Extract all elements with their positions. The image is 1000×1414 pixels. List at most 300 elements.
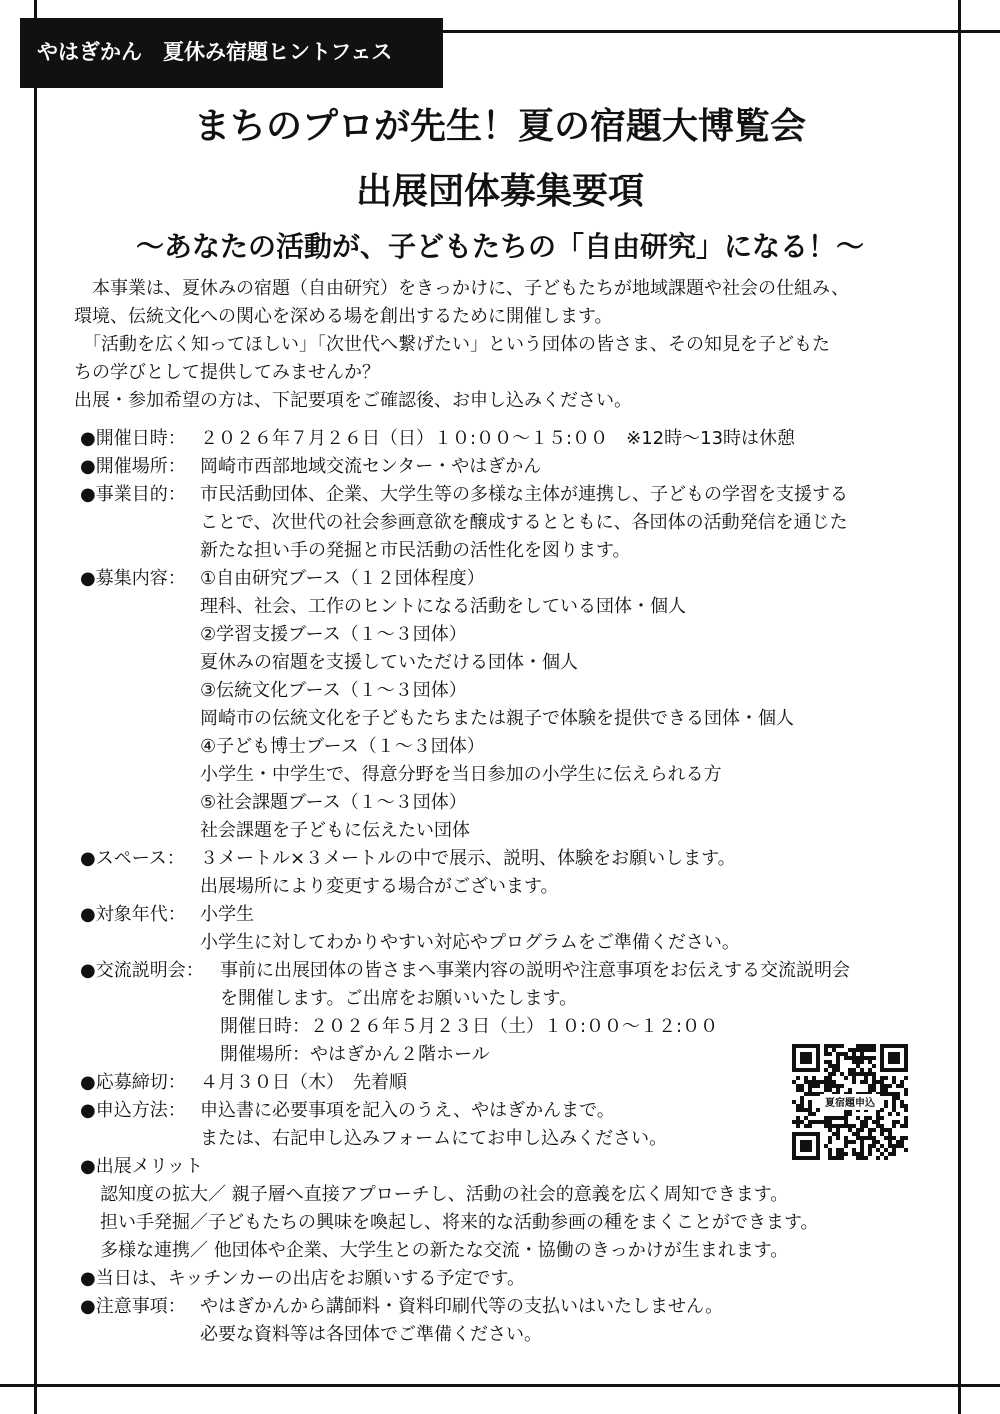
qr-module — [888, 1140, 892, 1144]
recruit-line: ④子ども博士ブース（１～３団体） — [200, 736, 485, 757]
qr-module — [888, 1112, 892, 1116]
qr-module — [852, 1076, 856, 1080]
qr-module — [812, 1076, 816, 1080]
qr-module — [860, 1136, 864, 1140]
qr-module — [832, 1044, 836, 1048]
qr-module — [888, 1144, 892, 1148]
qr-module — [904, 1092, 908, 1096]
qr-module — [884, 1088, 888, 1092]
qr-module — [808, 1100, 812, 1104]
qr-module — [868, 1068, 872, 1072]
qr-module — [800, 1084, 804, 1088]
qr-module — [852, 1132, 856, 1136]
qr-module — [824, 1144, 828, 1148]
qr-module — [884, 1104, 888, 1108]
qr-module — [884, 1092, 888, 1096]
qr-module — [856, 1152, 860, 1156]
qr-module — [872, 1088, 876, 1092]
qr-module — [832, 1080, 836, 1084]
qr-module — [852, 1140, 856, 1144]
qr-module — [848, 1056, 852, 1060]
qr-module — [892, 1108, 896, 1112]
qr-module — [904, 1076, 908, 1080]
qr-module — [844, 1076, 848, 1080]
qr-module — [824, 1120, 828, 1124]
qr-module — [840, 1116, 844, 1120]
qr-module — [832, 1064, 836, 1068]
purpose-line: 市民活動団体、企業、大学生等の多様な主体が連携し、子どもの学習を支援する — [200, 484, 848, 505]
qr-module — [896, 1096, 900, 1100]
qr-module — [880, 1116, 884, 1120]
qr-module — [824, 1088, 828, 1092]
qr-module — [852, 1056, 856, 1060]
qr-module — [828, 1060, 832, 1064]
qr-module — [888, 1084, 892, 1088]
recruit-line: ⑤社会課題ブース（１～３団体） — [200, 792, 467, 813]
qr-module — [796, 1084, 800, 1088]
qr-module — [872, 1084, 876, 1088]
qr-module — [904, 1124, 908, 1128]
qr-module — [836, 1084, 840, 1088]
qr-finder — [888, 1052, 900, 1064]
qr-module — [904, 1136, 908, 1140]
deadline-value: ４月３０日（木） 先着順 — [200, 1072, 407, 1093]
qr-module — [856, 1048, 860, 1052]
qr-module — [792, 1100, 796, 1104]
qr-module — [872, 1080, 876, 1084]
notes-label: ●注意事項： — [80, 1296, 186, 1317]
qr-module — [824, 1048, 828, 1052]
qr-module — [900, 1100, 904, 1104]
qr-module — [880, 1128, 884, 1132]
kitchen-note: ●当日は、キッチンカーの出店をお願いする予定です。 — [80, 1268, 526, 1289]
qr-module — [812, 1112, 816, 1116]
qr-module — [884, 1128, 888, 1132]
target-line: 小学生 — [200, 904, 254, 925]
qr-module — [864, 1116, 868, 1120]
qr-module — [796, 1124, 800, 1128]
qr-module — [828, 1152, 832, 1156]
date-value: ２０２６年７月２６日（日）１０:００～１５:００ ※12時～13時は休憩 — [200, 428, 796, 449]
qr-module — [840, 1124, 844, 1128]
qr-module — [868, 1060, 872, 1064]
qr-module — [892, 1096, 896, 1100]
qr-module — [840, 1052, 844, 1056]
notes-line: やはぎかんから講師料・資料印刷代等の支払いはいたしません。 — [200, 1296, 724, 1317]
frame-bottom-line — [0, 1384, 1000, 1387]
qr-module — [792, 1080, 796, 1084]
qr-module — [852, 1148, 856, 1152]
briefing-line: を開催します。ご出席をお願いいたします。 — [220, 988, 578, 1009]
recruit-line: ①自由研究ブース（１２団体程度） — [200, 568, 485, 589]
target-label: ●対象年代： — [80, 904, 186, 925]
qr-module — [812, 1080, 816, 1084]
qr-finder — [800, 1140, 812, 1152]
qr-module — [832, 1116, 836, 1120]
qr-module — [832, 1156, 836, 1160]
briefing-line: 開催日時：２０２６年５月２３日（土）１０:００～１２:００ — [220, 1016, 719, 1037]
qr-module — [792, 1120, 796, 1124]
qr-module — [856, 1056, 860, 1060]
qr-module — [860, 1120, 864, 1124]
qr-module — [876, 1120, 880, 1124]
qr-module — [840, 1072, 844, 1076]
qr-module — [808, 1120, 812, 1124]
qr-module — [876, 1116, 880, 1120]
qr-module — [868, 1132, 872, 1136]
qr-module — [900, 1136, 904, 1140]
qr-module — [800, 1096, 804, 1100]
qr-module — [896, 1112, 900, 1116]
qr-module — [836, 1116, 840, 1120]
qr-module — [836, 1124, 840, 1128]
qr-module — [824, 1060, 828, 1064]
qr-module — [828, 1156, 832, 1160]
qr-module — [900, 1084, 904, 1088]
qr-module — [860, 1140, 864, 1144]
qr-module — [844, 1116, 848, 1120]
qr-module — [832, 1084, 836, 1088]
qr-module — [796, 1116, 800, 1120]
qr-module — [832, 1124, 836, 1128]
qr-module — [836, 1068, 840, 1072]
qr-module — [840, 1152, 844, 1156]
qr-module — [800, 1100, 804, 1104]
qr-module — [876, 1080, 880, 1084]
qr-module — [872, 1064, 876, 1068]
qr-module — [884, 1156, 888, 1160]
qr-module — [860, 1044, 864, 1048]
event-tag: やはぎかん 夏休み宿題ヒントフェス — [20, 18, 443, 88]
qr-module — [828, 1080, 832, 1084]
qr-module — [880, 1076, 884, 1080]
qr-module — [836, 1060, 840, 1064]
qr-finder — [800, 1052, 812, 1064]
qr-module — [880, 1108, 884, 1112]
qr-module — [824, 1116, 828, 1120]
qr-module — [868, 1144, 872, 1148]
qr-module — [868, 1048, 872, 1052]
qr-module — [864, 1048, 868, 1052]
qr-code-icon — [792, 1044, 908, 1160]
qr-module — [800, 1120, 804, 1124]
qr-module — [900, 1124, 904, 1128]
briefing-line: 開催場所：やはぎかん２階ホール — [220, 1044, 490, 1065]
qr-module — [880, 1088, 884, 1092]
qr-module — [816, 1080, 820, 1084]
venue-value: 岡崎市西部地域交流センター・やはぎかん — [200, 456, 542, 477]
qr-module — [864, 1072, 868, 1076]
qr-module — [868, 1116, 872, 1120]
qr-module — [864, 1136, 868, 1140]
recruit-line: ③伝統文化ブース（１～３団体） — [200, 680, 467, 701]
qr-module — [872, 1120, 876, 1124]
qr-module — [872, 1056, 876, 1060]
qr-module — [892, 1144, 896, 1148]
qr-module — [852, 1052, 856, 1056]
qr-module — [872, 1076, 876, 1080]
qr-module — [844, 1144, 848, 1148]
qr-module — [800, 1104, 804, 1108]
qr-module — [904, 1116, 908, 1120]
intro-line: 出展・参加希望の方は、下記要項をご確認後、お申し込みください。 — [74, 390, 632, 411]
qr-module — [848, 1140, 852, 1144]
qr-module — [804, 1108, 808, 1112]
qr-module — [868, 1084, 872, 1088]
briefing-line: 事前に出展団体の皆さまへ事業内容の説明や注意事項をお伝えする交流説明会 — [220, 960, 850, 981]
qr-module — [852, 1048, 856, 1052]
qr-module — [852, 1152, 856, 1156]
qr-module — [860, 1080, 864, 1084]
qr-module — [900, 1104, 904, 1108]
space-line: ３メートル×３メートルの中で展示、説明、体験をお願いします。 — [200, 848, 736, 869]
intro-line: 「活動を広く知ってほしい」「次世代へ繋げたい」という団体の皆さま、その知見を子どもた — [74, 334, 830, 355]
qr-module — [828, 1136, 832, 1140]
qr-module — [796, 1120, 800, 1124]
page-title-sub: 出展団体募集要項 — [355, 171, 644, 212]
qr-module — [848, 1088, 852, 1092]
qr-module — [884, 1148, 888, 1152]
qr-module — [892, 1076, 896, 1080]
venue-label: ●開催場所： — [80, 456, 186, 477]
qr-module — [900, 1144, 904, 1148]
qr-module — [880, 1124, 884, 1128]
qr-module — [836, 1064, 840, 1068]
qr-module — [812, 1084, 816, 1088]
qr-module — [860, 1056, 864, 1060]
qr-module — [836, 1132, 840, 1136]
qr-module — [828, 1084, 832, 1088]
qr-module — [848, 1124, 852, 1128]
qr-module — [844, 1056, 848, 1060]
target-line: 小学生に対してわかりやすい対応やプログラムをご準備ください。 — [200, 932, 740, 953]
qr-module — [808, 1104, 812, 1108]
qr-module — [868, 1148, 872, 1152]
qr-module — [844, 1136, 848, 1140]
qr-module — [892, 1120, 896, 1124]
qr-module — [856, 1136, 860, 1140]
qr-module — [820, 1120, 824, 1124]
apply-label: ●申込方法： — [80, 1100, 186, 1121]
qr-module — [860, 1152, 864, 1156]
qr-module — [832, 1072, 836, 1076]
page-title: まちのプロが先生！夏の宿題大博覧会 — [193, 106, 806, 147]
qr-module — [840, 1084, 844, 1088]
qr-module — [896, 1092, 900, 1096]
qr-module — [836, 1156, 840, 1160]
qr-module — [828, 1148, 832, 1152]
qr-module — [816, 1120, 820, 1124]
qr-module — [828, 1128, 832, 1132]
qr-module — [864, 1044, 868, 1048]
qr-module — [808, 1088, 812, 1092]
apply-line: 申込書に必要事項を記入のうえ、やはぎかんまで。 — [200, 1100, 615, 1121]
qr-module — [860, 1148, 864, 1152]
qr-module — [904, 1104, 908, 1108]
qr-module — [876, 1112, 880, 1116]
qr-module — [860, 1048, 864, 1052]
qr-module — [828, 1044, 832, 1048]
qr-module — [820, 1080, 824, 1084]
qr-module — [844, 1112, 848, 1116]
qr-module — [888, 1128, 892, 1132]
space-label: ●スペース： — [80, 848, 185, 869]
qr-module — [824, 1076, 828, 1080]
qr-module — [804, 1080, 808, 1084]
qr-module — [900, 1140, 904, 1144]
qr-module — [844, 1052, 848, 1056]
qr-module — [804, 1124, 808, 1128]
qr-module — [804, 1076, 808, 1080]
qr-module — [868, 1088, 872, 1092]
intro-line: ちの学びとして提供してみませんか？ — [74, 362, 380, 383]
intro-line: 本事業は、夏休みの宿題（自由研究）をきっかけに、子どもたちが地域課題や社会の仕組み、 — [74, 278, 850, 299]
qr-module — [804, 1092, 808, 1096]
merit-line: 担い手発掘／子どもたちの興味を喚起し、将来的な活動参画の種をまくことができます。 — [100, 1212, 819, 1233]
page-tagline: 〜あなたの活動が、子どもたちの「自由研究」になる！〜 — [135, 230, 864, 263]
qr-module — [896, 1120, 900, 1124]
qr-module — [900, 1080, 904, 1084]
qr-module — [872, 1072, 876, 1076]
qr-module — [796, 1088, 800, 1092]
qr-module — [880, 1092, 884, 1096]
qr-module — [864, 1120, 868, 1124]
qr-module — [864, 1056, 868, 1060]
purpose-label: ●事業目的： — [80, 484, 186, 505]
qr-module — [896, 1084, 900, 1088]
qr-module — [856, 1128, 860, 1132]
qr-module — [880, 1152, 884, 1156]
qr-module — [852, 1080, 856, 1084]
qr-module — [860, 1124, 864, 1128]
qr-module — [836, 1148, 840, 1152]
qr-module — [884, 1076, 888, 1080]
qr-module — [828, 1124, 832, 1128]
qr-module — [828, 1120, 832, 1124]
qr-module — [844, 1140, 848, 1144]
qr-module — [844, 1152, 848, 1156]
qr-module — [892, 1124, 896, 1128]
qr-module — [808, 1108, 812, 1112]
qr-module — [832, 1068, 836, 1072]
qr-module — [880, 1080, 884, 1084]
qr-module — [872, 1044, 876, 1048]
qr-module — [860, 1068, 864, 1072]
qr-module — [868, 1072, 872, 1076]
qr-module — [888, 1092, 892, 1096]
qr-module — [868, 1044, 872, 1048]
apply-line: または、右記申し込みフォームにてお申し込みください。 — [200, 1128, 668, 1149]
recruit-line: 理科、社会、工作のヒントになる活動をしている団体・個人 — [200, 596, 686, 617]
deadline-label: ●応募締切： — [80, 1072, 186, 1093]
qr-module — [860, 1156, 864, 1160]
qr-module — [884, 1136, 888, 1140]
qr-module — [856, 1064, 860, 1068]
qr-module — [800, 1108, 804, 1112]
qr-module — [824, 1084, 828, 1088]
intro-line: 環境、伝統文化への関心を深める場を創出するために開催します。 — [74, 306, 613, 327]
qr-module — [812, 1092, 816, 1096]
qr-module — [868, 1136, 872, 1140]
notes-line: 必要な資料等は各団体でご準備ください。 — [200, 1324, 542, 1345]
qr-module — [816, 1092, 820, 1096]
recruit-line: 社会課題を子どもに伝えたい団体 — [200, 820, 470, 841]
qr-module — [824, 1080, 828, 1084]
qr-module — [868, 1128, 872, 1132]
qr-module — [848, 1072, 852, 1076]
qr-module — [808, 1092, 812, 1096]
qr-module — [828, 1088, 832, 1092]
qr-module — [856, 1116, 860, 1120]
qr-module — [860, 1128, 864, 1132]
qr-module — [896, 1140, 900, 1144]
qr-module — [872, 1140, 876, 1144]
qr-module — [828, 1052, 832, 1056]
qr-module — [848, 1048, 852, 1052]
qr-module — [824, 1068, 828, 1072]
qr-module — [836, 1088, 840, 1092]
qr-module — [884, 1084, 888, 1088]
qr-module — [872, 1144, 876, 1148]
qr-module — [860, 1072, 864, 1076]
qr-module — [880, 1084, 884, 1088]
qr-module — [824, 1044, 828, 1048]
qr-module — [844, 1124, 848, 1128]
qr-module — [824, 1052, 828, 1056]
qr-module — [888, 1136, 892, 1140]
qr-module — [808, 1084, 812, 1088]
qr-module — [812, 1120, 816, 1124]
briefing-label: ●交流説明会： — [80, 960, 204, 981]
recruit-line: ②学習支援ブース（１～３団体） — [200, 624, 467, 645]
qr-module — [852, 1124, 856, 1128]
qr-module — [892, 1136, 896, 1140]
qr-module — [840, 1156, 844, 1160]
qr-module — [876, 1124, 880, 1128]
qr-module — [864, 1156, 868, 1160]
qr-module — [876, 1140, 880, 1144]
recruit-label: ●募集内容： — [80, 568, 186, 589]
qr-module — [832, 1132, 836, 1136]
qr-module — [896, 1144, 900, 1148]
qr-module — [848, 1112, 852, 1116]
qr-module — [880, 1144, 884, 1148]
qr-module — [796, 1104, 800, 1108]
qr-module — [848, 1128, 852, 1132]
merit-label: ●出展メリット — [80, 1156, 203, 1177]
qr-module — [888, 1152, 892, 1156]
qr-module — [852, 1060, 856, 1064]
qr-module — [816, 1084, 820, 1088]
qr-module — [892, 1092, 896, 1096]
qr-module — [808, 1112, 812, 1116]
qr-module — [892, 1104, 896, 1108]
application-qr-code[interactable] — [792, 1044, 908, 1160]
qr-module — [856, 1060, 860, 1064]
qr-module — [800, 1088, 804, 1092]
qr-module — [828, 1064, 832, 1068]
qr-module — [836, 1128, 840, 1132]
qr-module — [884, 1100, 888, 1104]
qr-module — [904, 1088, 908, 1092]
qr-module — [856, 1156, 860, 1160]
date-label: ●開催日時： — [80, 428, 186, 449]
qr-module — [808, 1080, 812, 1084]
qr-module — [904, 1148, 908, 1152]
qr-module — [904, 1108, 908, 1112]
qr-module — [808, 1124, 812, 1128]
qr-module — [840, 1148, 844, 1152]
